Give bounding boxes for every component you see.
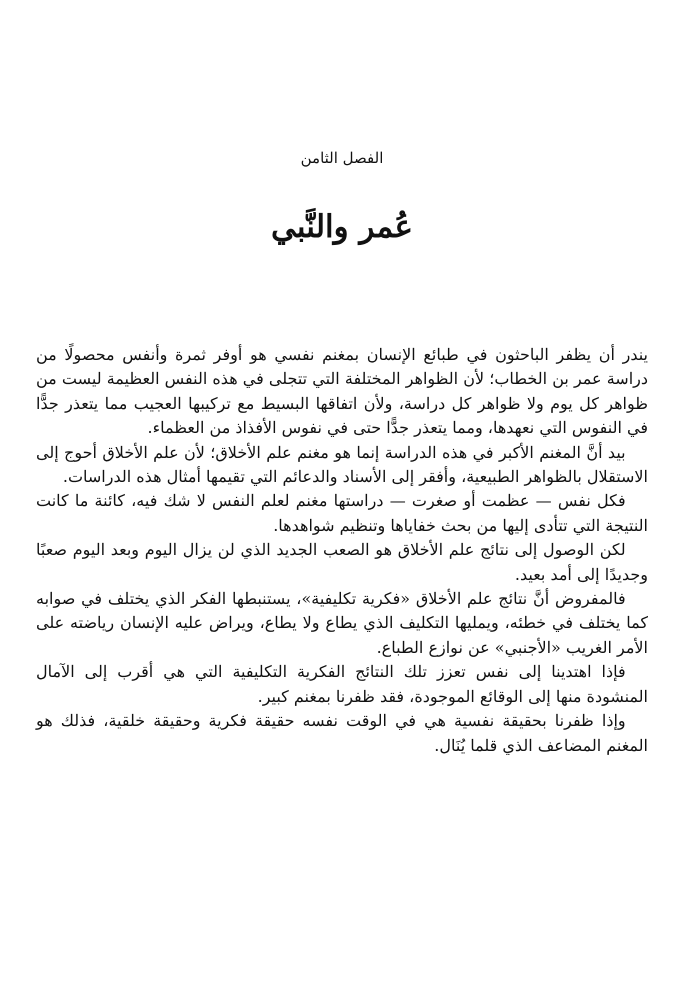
paragraph: وإذا ظفرنا بحقيقة نفسية هي في الوقت نفسه حقيقة فكرية وحقيقة خلقية، فذلك هو المغنم المضاعف الذي قلما يُنَال.	[36, 711, 648, 755]
body-text	[36, 343, 648, 758]
paragraph: فإذا اهتدينا إلى نفس تعزز تلك النتائج الفكرية التكليفية التي هي أقرب إلى الآمال المنشودة منها إلى الوقائع الموجودة، فقد ظفرنا بمغنم كبير.	[36, 662, 648, 706]
chapter-label: الفصل الثامن	[300, 149, 384, 167]
paragraph: فالمفروض أنَّ نتائج علم الأخلاق «فكرية تكليفية»، يستنبطها الفكر الذي يختلف في صوابه كما يختلف في خطئه، ويمليها التكليف الذي يطاع ولا يطاع، ويراض عليه الإنسان رياضته على الأمر الغريب «الأجنبي» عن نوازع الطباع.	[36, 589, 648, 657]
paragraph: بيد أنَّ المغنم الأكبر في هذه الدراسة إنما هو مغنم علم الأخلاق؛ لأن علم الأخلاق أحوج إلى الاستقلال بالظواهر الطبيعية، وأفقر إلى الأسناد والدعائم التي تقيمها أمثال هذه الدراسات.	[36, 442, 648, 487]
chapter-title: عُمر والنَّبي	[271, 209, 413, 245]
paragraph: لكن الوصول إلى نتائج علم الأخلاق هو الصعب الجديد الذي لن يزال اليوم وبعد اليوم صعبًا وجديدًا إلى أمد بعيد.	[36, 540, 648, 584]
paragraph: فكل نفس — عظمت أو صغرت — دراستها مغنم لعلم النفس لا شك فيه، كائنة ما كانت النتيجة التي تتأدى إليها من بحث خفاياها وتنظيم شواهدها.	[36, 491, 648, 535]
paragraph: يندر أن يظفر الباحثون في طبائع الإنسان بمغنم نفسي هو أوفر ثمرة وأنفس محصولًا من دراسة عمر بن الخطاب؛ لأن الظواهر المختلفة التي تتجلى في هذه النفس العظيمة ليست من ظواهر كل يوم ولا ظواهر كل دراسة، ولأن اتفاقها البسيط مع تركيبها العجيب مما يتعذر جدًّا في النفوس التي نعهدها، ومما يتعذر جدًّا حتى في نفوس الأفذاذ من العظماء.	[36, 345, 648, 438]
